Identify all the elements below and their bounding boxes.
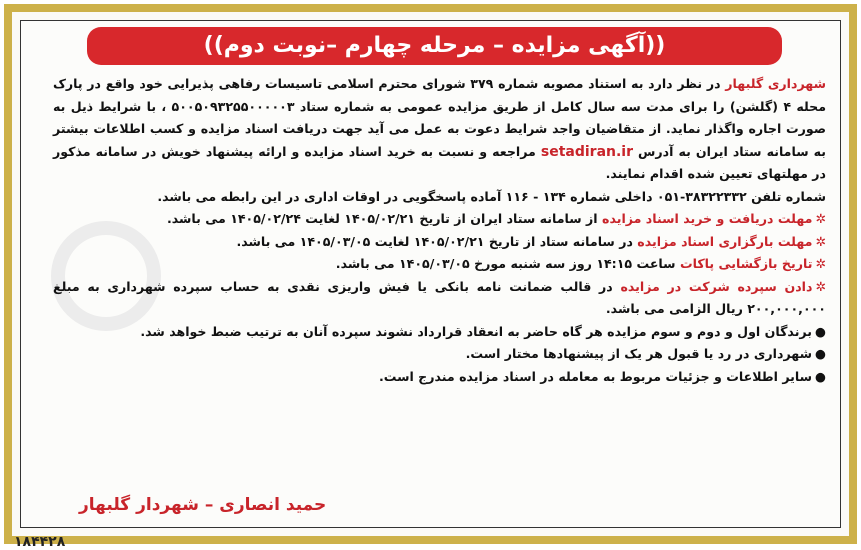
intro-paragraph [53, 73, 826, 186]
dot-bullet-icon: ● [815, 323, 826, 339]
star-bullet-icon: ✲ [815, 278, 826, 294]
item-text: از سامانه ستاد ایران از تاریخ ۱۴۰۵/۰۲/۲۱ لغایت ۱۴۰۵/۰۲/۲۴ می باشد. [166, 211, 603, 226]
note-item [53, 343, 826, 366]
site-link[interactable]: setadiran.ir [540, 143, 634, 160]
list-item [53, 208, 826, 231]
list-item [53, 253, 826, 276]
note-text: شهرداری در رد یا قبول هر یک از پیشنهادها مختار است. [465, 346, 812, 361]
star-bullet-icon: ✲ [815, 233, 826, 249]
note-text: برندگان اول و دوم و سوم مزایده هر گاه حاضر به انعقاد قرارداد نشوند سپرده آنان به ترتیب ضبط خواهد شد. [140, 323, 812, 339]
star-bullet-icon: ✲ [815, 211, 826, 226]
signature: حمید انصاری – شهردار گلبهار [79, 495, 327, 515]
note-item [53, 366, 826, 389]
item-label: دادن سپرده شرکت در مزایده [620, 278, 813, 294]
list-item [53, 276, 826, 321]
item-text: در قالب ضمانت نامه بانکی یا فیش واریزی نقدی به حساب سپرده شهرداری به مبلغ ۲۰۰,۰۰۰,۰۰۰ ریال الزامی می باشد. [53, 278, 826, 316]
list-item [53, 231, 826, 254]
item-text: ساعت ۱۴:۱۵ روز سه شنبه مورخ ۱۴۰۵/۰۳/۰۵ می باشد. [335, 256, 680, 271]
item-text: در سامانه ستاد از تاریخ ۱۴۰۵/۰۲/۲۱ لغایت ۱۴۰۵/۰۳/۰۵ می باشد. [236, 233, 638, 249]
note-item [53, 321, 826, 344]
note-text: سایر اطلاعات و جزئیات مربوط به معامله در اسناد مزایده مندرج است. [378, 368, 812, 384]
ad-frame [4, 4, 857, 544]
item-label: مهلت دریافت و خرید اسناد مزایده [602, 211, 813, 226]
ad-code: ۱۸۴۴۲۸ [14, 534, 66, 550]
phone-line: شماره تلفن ۳۸۳۲۲۳۳۲-۰۵۱ داخلی شماره ۱۳۴ - ۱۱۶ آماده پاسخگویی در اوقات اداری در این رابطه می باشد. [157, 188, 826, 204]
dot-bullet-icon: ● [815, 368, 826, 384]
item-label: مهلت بارگزاری اسناد مزایده [637, 233, 813, 249]
dot-bullet-icon: ● [815, 346, 826, 361]
ad-title: ((آگهی مزایده – مرحله چهارم –نوبت دوم)) [87, 27, 782, 65]
item-label: تاریخ بازگشایی پاکات [679, 256, 813, 271]
intro-text-end: مراجعه و نسبت به خرید اسناد مزایده و ارائه پیشنهاد خویش در سامانه مذکور در مهلتهای تعیین شده اقدام نمایند. [53, 143, 826, 181]
ad-inner-border [20, 20, 841, 528]
org-name: شهرداری گلبهار [725, 76, 826, 91]
star-bullet-icon: ✲ [815, 256, 826, 271]
intro-text: در نظر دارد به استناد مصوبه شماره ۳۷۹ شورای محترم اسلامی تاسیسات رفاهی پذیرایی خود واقع در پارک محله ۴ (گلشن) را برای مدت سه سال کامل از طریق مزایده عمومی به شماره ستاد ۵۰۰۵۰۹۳۲۵۵۰۰۰۰۰۳ ، با شرایط ذیل به صورت اجاره واگذار نماید. از متقاضیان واجد شرایط دعوت به عمل می آید جهت دریافت اسناد مزایده و کسب اطلاعات بیشتر به سامانه ستاد ایران به آدرس [53, 76, 827, 159]
ad-body [53, 73, 826, 388]
